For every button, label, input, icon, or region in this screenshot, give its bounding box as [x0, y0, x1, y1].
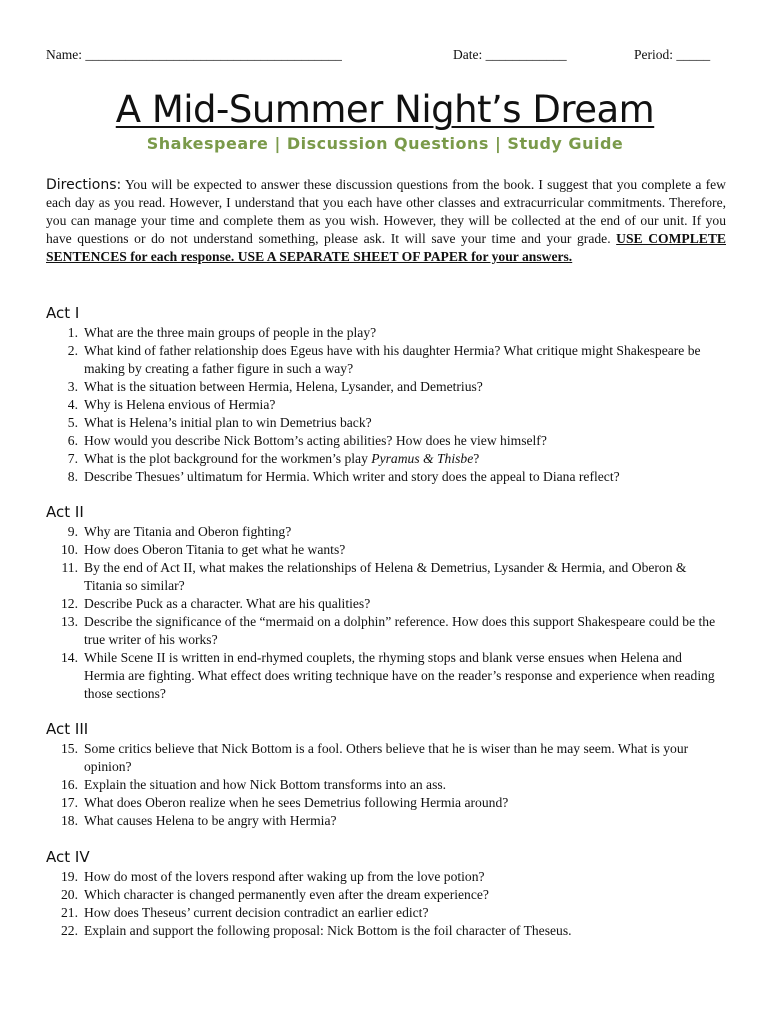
question-text-main: While Scene II is written in end-rhymed couplets, the rhyming stops and blank verse ensues when Helena and Hermia are fighting. What effect does writing technique have on the reader’s response and experience when reading those sections? [84, 650, 715, 701]
question-text-main: What causes Helena to be angry with Hermia? [84, 813, 337, 828]
question-item [46, 523, 726, 541]
question-item [46, 378, 726, 396]
question-text [84, 740, 726, 776]
question-number: 2. [67, 343, 78, 358]
question-text-tail: ? [473, 451, 480, 466]
act-heading: Act II [46, 503, 84, 521]
question-number: 18. [61, 813, 78, 828]
question-number: 6. [67, 433, 78, 448]
page-subtitle: Shakespeare | Discussion Questions | Study Guide [146, 134, 624, 153]
question-text-main: Describe the significance of the “mermaid on a dolphin” reference. How does this support Shakespeare could be the true writer of his works? [84, 614, 716, 647]
act-heading: Act I [46, 304, 80, 322]
question-text-main: What are the three main groups of people in the play? [84, 325, 377, 340]
question-text [84, 396, 726, 414]
question-text-main: Explain and support the following proposal: Nick Bottom is the foil character of Theseus. [84, 923, 572, 938]
question-text [84, 450, 726, 468]
question-number: 20. [61, 887, 78, 902]
question-text [84, 812, 726, 830]
question-item [46, 613, 726, 649]
question-text [84, 378, 726, 396]
question-text-main: How does Oberon Titania to get what he wants? [84, 542, 346, 557]
question-list [46, 740, 726, 830]
play-title-italic: Pyramus & Thisbe [371, 451, 474, 466]
question-text-main: How would you describe Nick Bottom’s acting abilities? How does he view himself? [84, 433, 547, 448]
question-number: 7. [67, 451, 78, 466]
act-heading: Act IV [46, 848, 90, 866]
question-text-main: Why are Titania and Oberon fighting? [84, 524, 292, 539]
question-number: 1. [67, 325, 78, 340]
question-text-main: What is the plot background for the workmen’s play [84, 451, 372, 466]
name-field: Name: ______________________________________ [46, 47, 342, 62]
question-item [46, 904, 726, 922]
directions-body: You will be expected to answer these discussion questions from the book. I suggest that you complete a few each day as you read. However, I understand that you each have other classes and extracurricular commitments. Therefore, you can manage your time and complete them as you wish. However, they will be collected at the end of our unit. If you have questions or do not understand something, please ask. It will save your time and your grade. [46, 177, 726, 246]
question-item [46, 342, 726, 378]
question-item [46, 432, 726, 450]
period-field: Period: _____ [634, 47, 711, 62]
question-text-main: What does Oberon realize when he sees Demetrius following Hermia around? [84, 795, 509, 810]
question-number: 3. [67, 379, 78, 394]
page-title: A Mid-Summer Night’s Dream [115, 88, 655, 131]
question-item [46, 468, 726, 486]
question-text-main: Which character is changed permanently even after the dream experience? [84, 887, 489, 902]
question-text [84, 595, 726, 613]
act-heading: Act III [46, 720, 89, 738]
question-number: 16. [61, 777, 78, 792]
question-text-main: How does Theseus’ current decision contradict an earlier edict? [84, 905, 429, 920]
question-number: 9. [67, 524, 78, 539]
question-text [84, 541, 726, 559]
question-item [46, 922, 726, 940]
question-text [84, 559, 726, 595]
question-text-main: Some critics believe that Nick Bottom is a fool. Others believe that he is wiser than he may seem. What is your opinion? [84, 741, 689, 774]
question-list [46, 523, 726, 703]
question-text [84, 414, 726, 432]
question-number: 22. [61, 923, 78, 938]
question-text [84, 794, 726, 812]
question-text-main: By the end of Act II, what makes the relationships of Helena & Demetrius, Lysander & Hermia, and Oberon & Titania so similar? [84, 560, 687, 593]
date-field: Date: ____________ [453, 47, 567, 62]
question-item [46, 649, 726, 703]
question-item [46, 595, 726, 613]
question-text [84, 886, 726, 904]
question-item [46, 776, 726, 794]
question-text-main: What kind of father relationship does Egeus have with his daughter Hermia? What critique might Shakespeare be making by creating a father figure in such a way? [84, 343, 701, 376]
question-text [84, 468, 726, 486]
question-list [46, 324, 726, 486]
question-number: 12. [61, 596, 78, 611]
question-number: 4. [67, 397, 78, 412]
question-number: 13. [61, 614, 78, 629]
question-text-main: What is Helena’s initial plan to win Demetrius back? [84, 415, 372, 430]
question-text-main: Explain the situation and how Nick Bottom transforms into an ass. [84, 777, 447, 792]
question-number: 21. [61, 905, 78, 920]
question-item [46, 886, 726, 904]
question-item [46, 740, 726, 776]
question-number: 11. [61, 560, 78, 575]
question-text [84, 342, 726, 378]
question-text [84, 776, 726, 794]
question-text-main: How do most of the lovers respond after waking up from the love potion? [84, 869, 485, 884]
question-item [46, 868, 726, 886]
question-item [46, 794, 726, 812]
question-item [46, 559, 726, 595]
question-number: 14. [61, 650, 78, 665]
directions-emphasis: USE COMPLETE SENTENCES for each response. USE A SEPARATE SHEET OF PAPER for your answers. [46, 231, 726, 264]
directions-label: Directions: [46, 177, 122, 193]
question-text-main: Describe Thesues’ ultimatum for Hermia. Which writer and story does the appeal to Diana reflect? [84, 469, 620, 484]
question-text [84, 649, 726, 703]
question-text [84, 613, 726, 649]
question-text [84, 904, 726, 922]
question-item [46, 324, 726, 342]
question-text [84, 324, 726, 342]
question-item [46, 450, 726, 468]
question-text [84, 523, 726, 541]
question-text [84, 432, 726, 450]
question-number: 19. [61, 869, 78, 884]
question-list [46, 868, 726, 940]
question-text [84, 922, 726, 940]
question-text-main: What is the situation between Hermia, Helena, Lysander, and Demetrius? [84, 379, 483, 394]
question-number: 10. [61, 542, 78, 557]
question-number: 15. [61, 741, 78, 756]
question-item [46, 414, 726, 432]
question-text-main: Why is Helena envious of Hermia? [84, 397, 276, 412]
directions-paragraph [46, 176, 726, 266]
question-item [46, 812, 726, 830]
question-number: 8. [67, 469, 78, 484]
question-number: 5. [67, 415, 78, 430]
question-number: 17. [61, 795, 78, 810]
question-text-main: Describe Puck as a character. What are his qualities? [84, 596, 371, 611]
question-item [46, 396, 726, 414]
question-item [46, 541, 726, 559]
question-text [84, 868, 726, 886]
